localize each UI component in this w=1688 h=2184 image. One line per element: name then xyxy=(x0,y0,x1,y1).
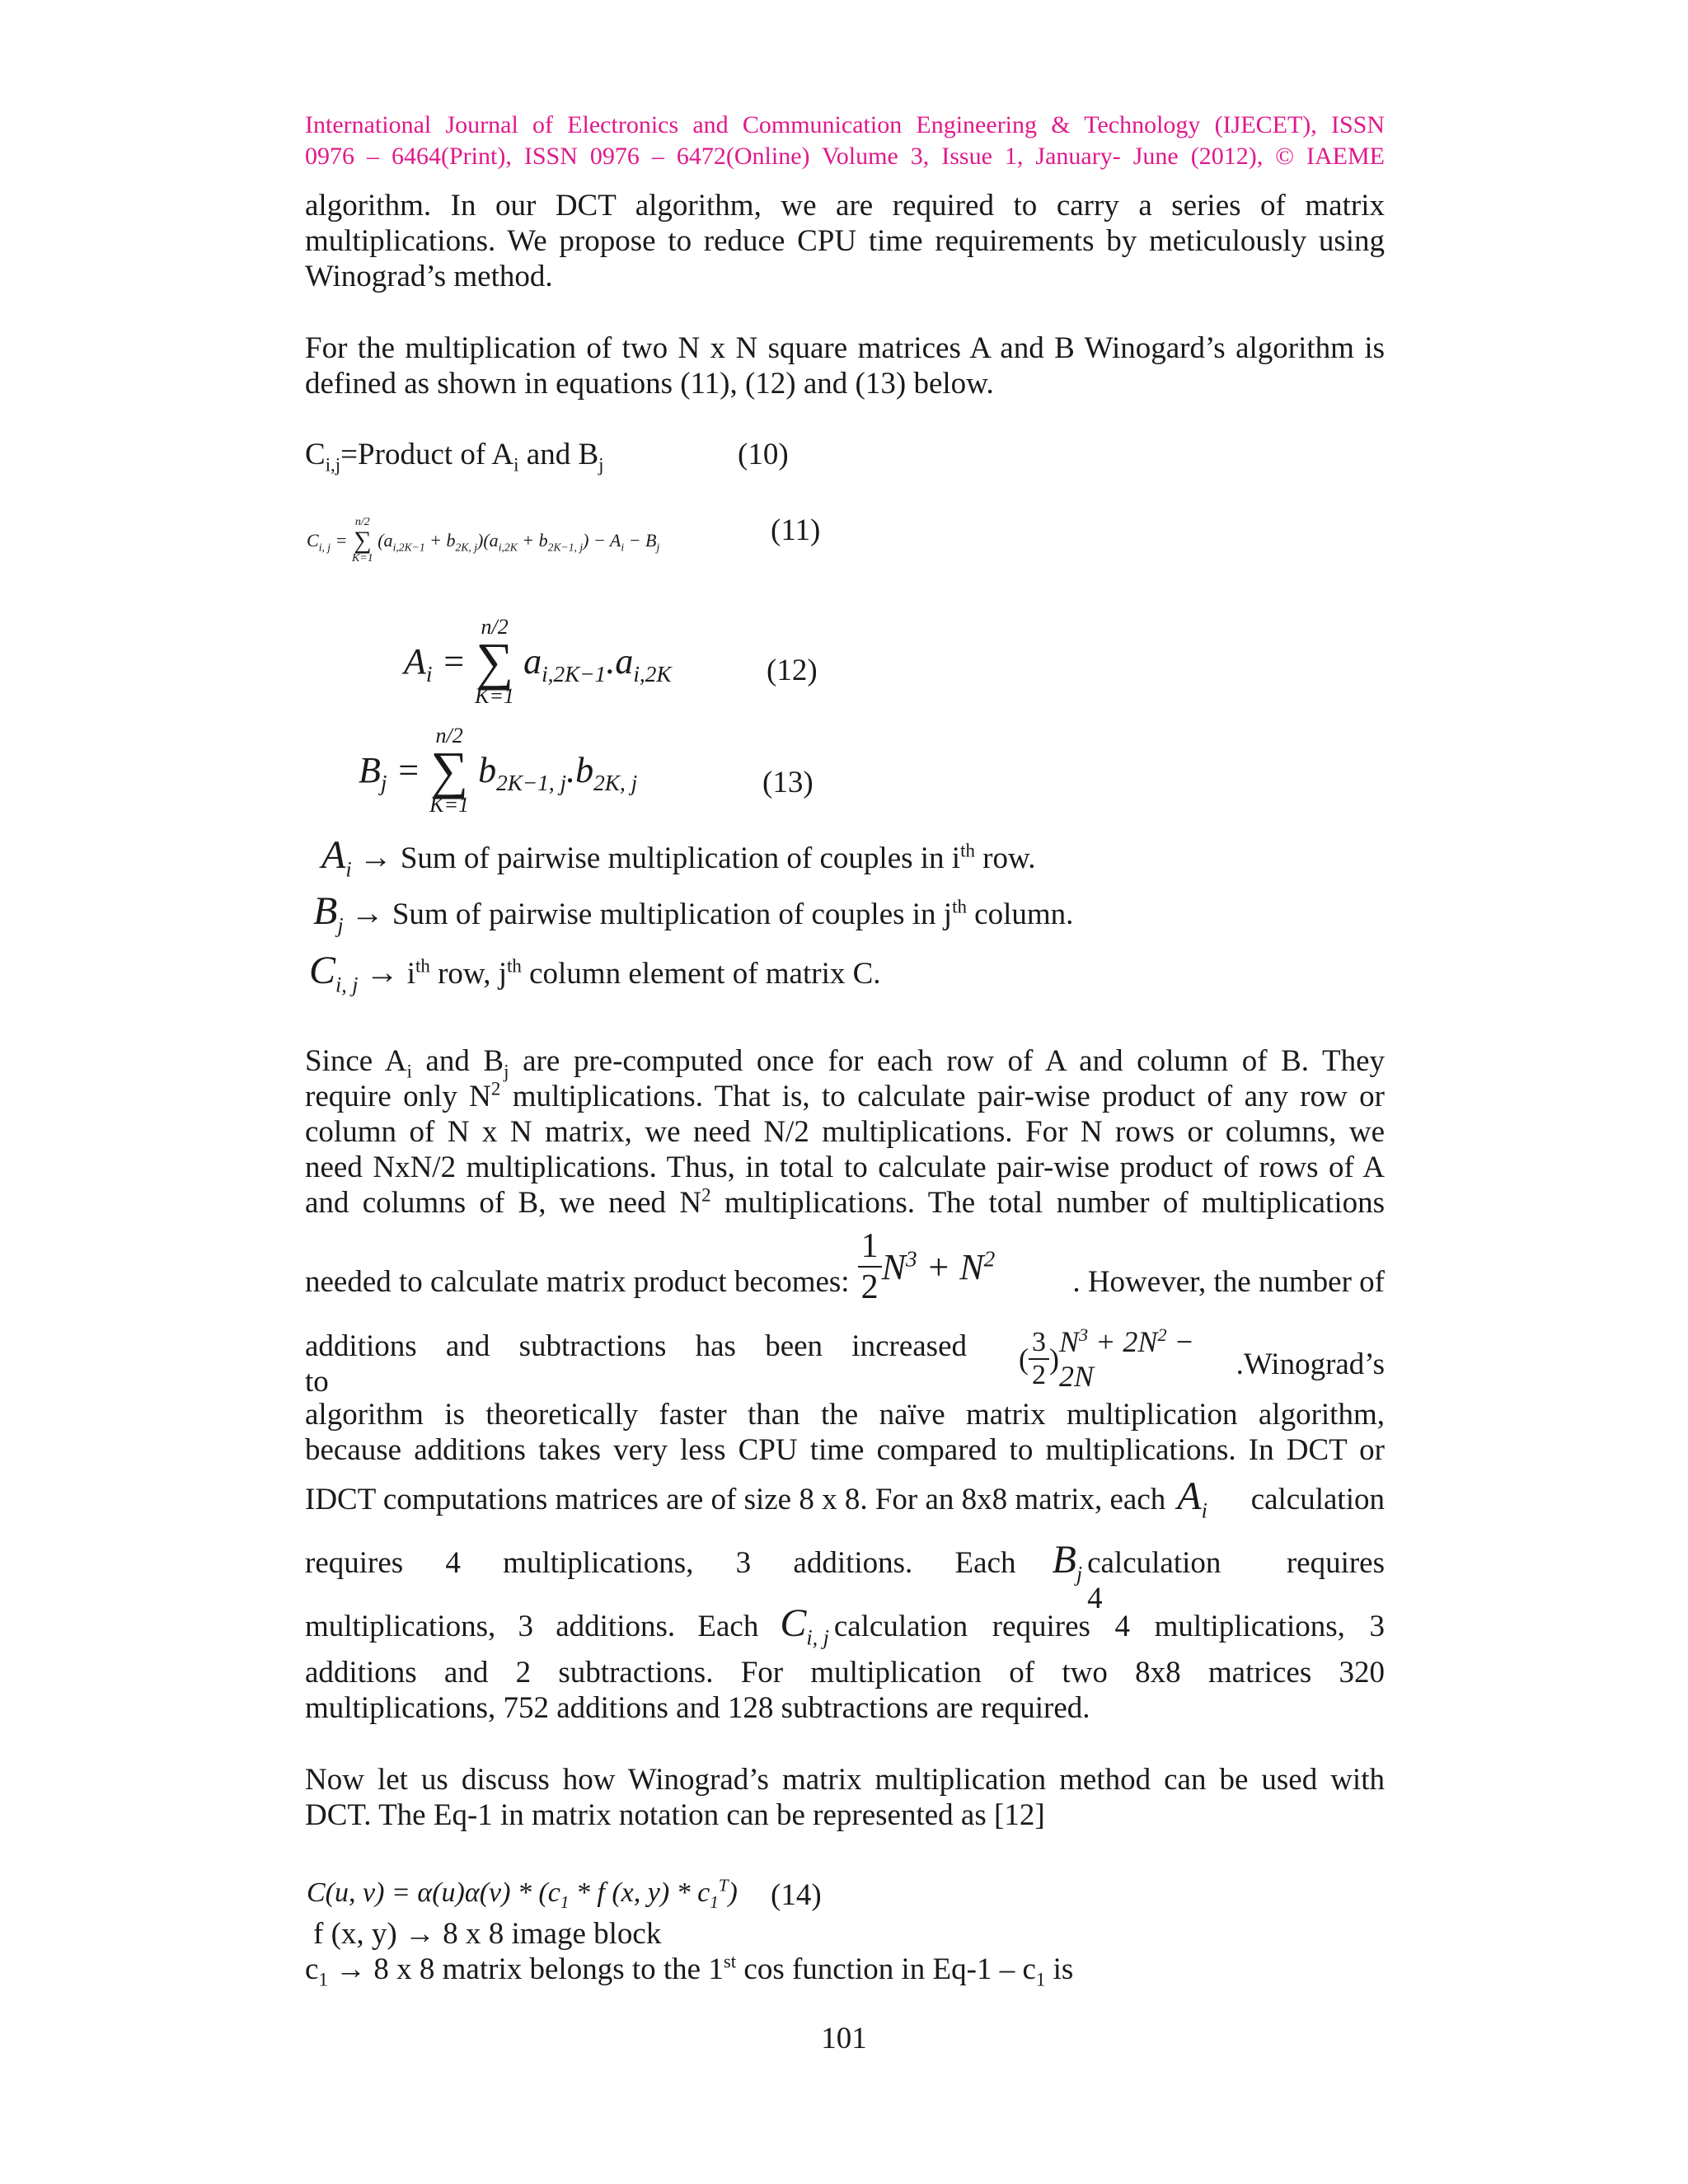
paragraph-3-line-9: because additions takes very less CPU time compared to multiplications. In DCT or xyxy=(305,1433,1385,1467)
paragraph-3-line-5: and columns of B, we need $N^2$ multiplications. The total number of multiplications xyxy=(305,1184,1385,1220)
paragraph-3-line-6: needed to calculate matrix product becomes: $\frac{1}{2}$ $N^3 + N^2$ . However, the number of xyxy=(305,1227,1385,1306)
paragraph-3-line-8: algorithm is theoretically faster than the naïve matrix multiplication algorithm, xyxy=(305,1398,1385,1432)
definition-c: $C_{i, j} \to i^{th}$ row, $j^{th}$ column element of matrix C. xyxy=(309,949,881,997)
definition-b: $B_j$ → Sum of pairwise multiplication of couples in $j^{th}$ column. xyxy=(313,889,1074,938)
paragraph-2-line-2: defined as shown in equations (11), (12) and (13) below. xyxy=(305,367,994,401)
equation-11-number: (11) xyxy=(771,513,821,547)
paragraph-3-line-12: multiplications, 3 additions. Each $C_{i, j}$ calculation requires 4 multiplications, 3 xyxy=(305,1601,1385,1650)
paragraph-3-line-14: multiplications, 752 additions and 128 subtractions are required. xyxy=(305,1691,1090,1725)
paragraph-1-line-3: Winograd’s method. xyxy=(305,260,553,293)
paragraph-1 xyxy=(305,188,1385,294)
journal-header-line-2: 0976 – 6464(Print), ISSN 0976 – 6472(Online) Volume 3, Issue 1, January- June (2012), © IAEME xyxy=(305,143,1385,170)
equation-12-number: (12) xyxy=(767,654,818,687)
paragraph-1-line-2: multiplications. We propose to reduce CPU time requirements by meticulously using xyxy=(305,224,1385,258)
formula-multiplications: $\frac{1}{2}$ $N^3 + N^2$ xyxy=(858,1226,996,1307)
paragraph-3 xyxy=(305,1043,1385,1221)
journal-header xyxy=(305,110,1385,172)
equation-10-number: (10) xyxy=(738,438,789,471)
definition-a: $A_i$ → Sum of pairwise multiplication of couples in $i^{th}$ row. xyxy=(321,833,1036,882)
equation-10: $C_{i,j}=Product$ of $A_i$ and $B_j$ xyxy=(305,438,604,476)
paragraph-1-line-1: algorithm. In our DCT algorithm, we are required to carry a series of matrix xyxy=(305,189,1385,223)
paragraph-3-end xyxy=(305,1655,1385,1726)
formula-additions: ( $\frac{3}{2}$ ) $N^3 + 2N^2 - 2N$ xyxy=(1018,1324,1194,1393)
equation-13: $B_j$ = n/2 ∑ K=1 $b_{2K-1, j}.b_{2K, j}$ xyxy=(359,724,638,817)
paragraph-3-line-1: Since $A_i$ and $B_j$ are pre-computed once for each row of A and column of B. They xyxy=(305,1044,1385,1082)
equation-11: $C_{i, j}$ = n/2 ∑ K=1 $(a_{i,2K-1} + b_{2K, j})(a_{i,2K} + b_{2K-1, j}) - A_i - B_j$ xyxy=(307,516,660,565)
page-number: 101 xyxy=(821,2022,867,2055)
equation-13-number: (13) xyxy=(762,766,814,799)
paragraph-3-line-3: column of N x N matrix, we need N/2 multiplications. For N rows or columns, we xyxy=(305,1115,1385,1149)
paragraph-3-line-7: additions and subtractions has been increased to ( $\frac{3}{2}$ ) $N^3 + 2N^2 - 2N$ .Winograd’s xyxy=(305,1324,1385,1399)
paragraph-2 xyxy=(305,330,1385,401)
paragraph-2-line-1: For the multiplication of two N x N square matrices A and B Winogard’s algorithm is xyxy=(305,331,1385,365)
paragraph-3-cont xyxy=(305,1397,1385,1468)
paragraph-5-line-1: f (x, y) → 8 x 8 image block xyxy=(313,1917,662,1951)
paragraph-4-line-1: Now let us discuss how Winograd’s matrix multiplication method can be used with xyxy=(305,1763,1385,1797)
paragraph-4 xyxy=(305,1762,1385,1833)
journal-header-line-1: International Journal of Electronics and Communication Engineering & Technology (IJECET), ISSN xyxy=(305,111,1385,138)
paragraph-3-line-13: additions and 2 subtractions. For multiplication of two 8x8 matrices 320 xyxy=(305,1656,1385,1690)
equation-12: $A_i$ = n/2 ∑ K=1 $a_{i,2K-1}.a_{i,2K}$ xyxy=(404,615,672,708)
paragraph-3-line-11: requires 4 multiplications, 3 additions. Each $B_j$ calculation requires 4 xyxy=(305,1538,1385,1615)
equation-14-number: (14) xyxy=(771,1878,822,1912)
paragraph-4-line-2: DCT. The Eq-1 in matrix notation can be represented as [12] xyxy=(305,1798,1045,1832)
equation-14: C(u, $v) = \alpha(u)\alpha(v) * (c_1 * f$ (x, $y) * c_1^T$) xyxy=(307,1875,738,1912)
paragraph-3-line-4: need NxN/2 multiplications. Thus, in total to calculate pair-wise product of rows of A xyxy=(305,1151,1385,1184)
paragraph-5-line-2: $c_1 \to 8$ x 8 matrix belongs to the 1st cos function in $Eq-1 - c_1$ is xyxy=(305,1951,1074,1990)
paragraph-3-line-10: IDCT computations matrices are of size 8 x 8. For an 8x8 matrix, each $A_i$ calculation xyxy=(305,1474,1385,1523)
paragraph-3-line-2: require only $N^2$ multiplications. That is, to calculate pair-wise product of any row or xyxy=(305,1078,1385,1113)
